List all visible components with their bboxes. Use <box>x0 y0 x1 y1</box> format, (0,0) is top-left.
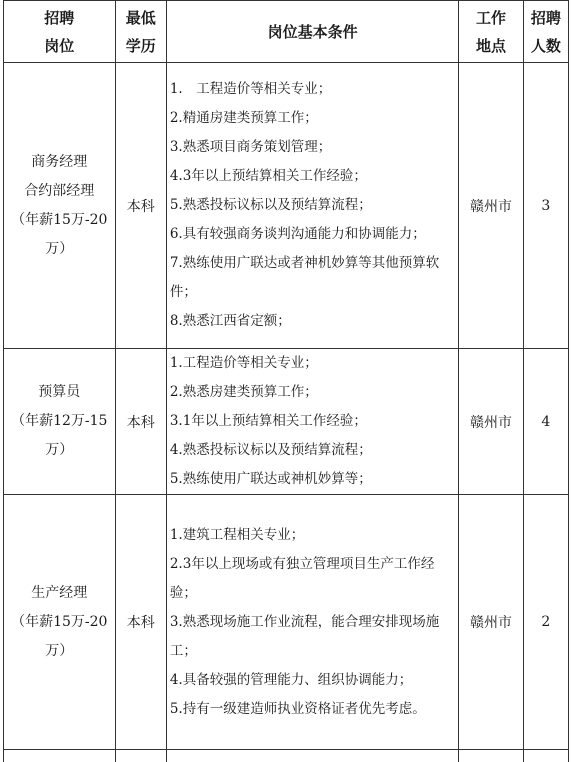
empty-cell <box>115 750 166 762</box>
education-cell: 本科 <box>115 495 166 750</box>
requirements-cell: 1. 工程造价等相关专业； 2.精通房建类预算工作； 3.熟悉项目商务策划管理； 4.3年以上预结算相关工作经验； 5.熟悉投标议标以及预结算流程； 6.具有较强商务谈判沟通能力和协调能力； 7.熟练使用广联达或者神机妙算等其他预算软件； 8.熟悉江西省定额； <box>166 63 459 349</box>
location-cell: 赣州市 <box>459 63 523 349</box>
table-row <box>4 63 569 349</box>
empty-cell <box>166 750 459 762</box>
education-cell: 本科 <box>115 349 166 495</box>
location-cell: 赣州市 <box>459 349 523 495</box>
education-cell: 本科 <box>115 63 166 349</box>
header-row <box>4 1 569 63</box>
table-row-partial <box>4 750 569 762</box>
empty-cell <box>523 750 568 762</box>
position-cell: 商务经理 合约部经理 （年薪15万-20 万） <box>4 63 116 349</box>
position-cell: 预算员 （年薪12万-15 万） <box>4 349 116 495</box>
header-count: 招聘 人数 <box>523 1 568 63</box>
header-location: 工作 地点 <box>459 1 523 63</box>
table-row <box>4 495 569 750</box>
position-cell: 生产经理 （年薪15万-20 万） <box>4 495 116 750</box>
count-cell: 4 <box>523 349 568 495</box>
header-position: 招聘 岗位 <box>4 1 116 63</box>
count-cell: 2 <box>523 495 568 750</box>
count-cell: 3 <box>523 63 568 349</box>
requirements-cell: 1.工程造价等相关专业； 2.熟悉房建类预算工作； 3.1年以上预结算相关工作经验； 4.熟悉投标议标以及预结算流程； 5.熟练使用广联达或神机妙算等； <box>166 349 459 495</box>
header-requirements: 岗位基本条件 <box>166 1 459 63</box>
header-education: 最低 学历 <box>115 1 166 63</box>
recruitment-table <box>3 0 569 762</box>
requirements-cell: 1.建筑工程相关专业； 2.3年以上现场或有独立管理项目生产工作经验； 3.熟悉现场施工作业流程，能合理安排现场施工； 4.具备较强的管理能力、组织协调能力； 5.持有一级建造师执业资格证者优先考虑。 <box>166 495 459 750</box>
table-row <box>4 349 569 495</box>
location-cell: 赣州市 <box>459 495 523 750</box>
empty-cell <box>459 750 523 762</box>
empty-cell <box>4 750 116 762</box>
